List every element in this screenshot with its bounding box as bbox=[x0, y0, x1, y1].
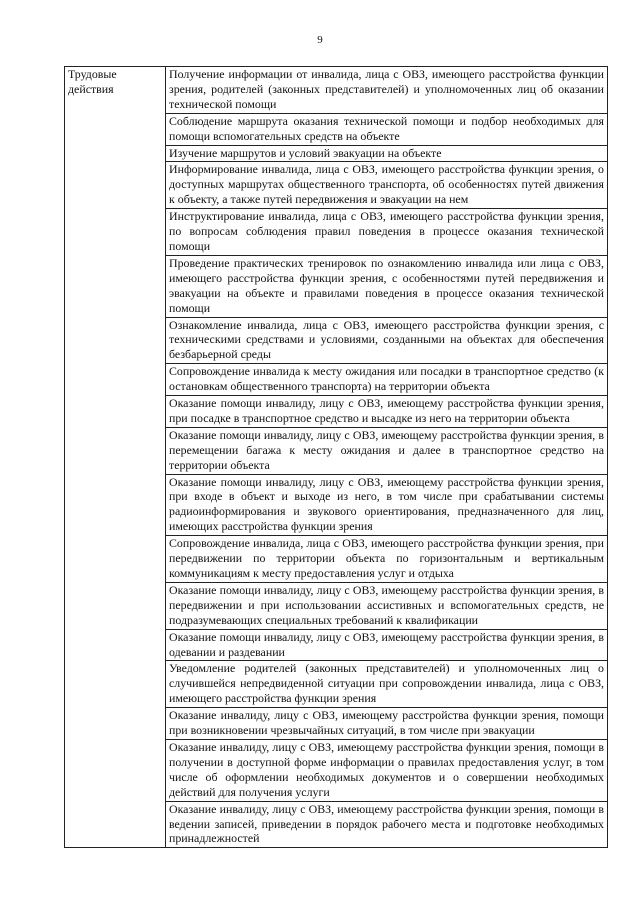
table-body bbox=[65, 67, 608, 848]
labor-action-item: Информирование инвалида, лица с ОВЗ, имеющего расстройства функции зрения, о доступных маршрутах общественного транспорта, об особенностях путей движения к объекту, а также путей передвижения и эвакуации на нем bbox=[166, 162, 608, 209]
labor-action-item: Оказание инвалиду, лицу с ОВЗ, имеющему расстройства функции зрения, помощи при возникновении чрезвычайных ситуаций, в том числе при эвакуации bbox=[166, 708, 608, 740]
section-label-cell: Трудовые действия bbox=[65, 67, 166, 848]
labor-action-item: Ознакомление инвалида, лица с ОВЗ, имеющего расстройства функции зрения, с техническими средствами и условиями, созданными на объектах для обеспечения безбарьерной среды bbox=[166, 317, 608, 364]
labor-action-item: Оказание инвалиду, лицу с ОВЗ, имеющему расстройства функции зрения, помощи в ведении записей, приведении в порядок рабочего места и подготовке необходимых принадлежностей bbox=[166, 801, 608, 848]
labor-action-item: Сопровождение инвалида к месту ожидания или посадки в транспортное средство (к остановкам общественного транспорта) на территории объекта bbox=[166, 364, 608, 396]
labor-action-item: Изучение маршрутов и условий эвакуации на объекте bbox=[166, 145, 608, 162]
labor-action-item: Уведомление родителей (законных представителей) и уполномоченных лиц о случившейся непредвиденной ситуации при сопровождении инвалида, лица с ОВЗ, имеющего расстройства функции зрения bbox=[166, 661, 608, 708]
labor-action-item: Оказание помощи инвалиду, лицу с ОВЗ, имеющему расстройства функции зрения, в перемещении багажа к месту ожидания и далее в транспортное средство на территории объекта bbox=[166, 427, 608, 474]
labor-action-item: Оказание помощи инвалиду, лицу с ОВЗ, имеющему расстройства функции зрения, при входе в объект и выходе из него, в том числе при срабатывании системы радиоинформирования и звукового ориентирования, предназначенного для лиц, имеющих расстройства функции зрения bbox=[166, 474, 608, 536]
labor-action-item: Сопровождение инвалида, лица с ОВЗ, имеющего расстройства функции зрения, при передвижении по территории объекта по горизонтальным и вертикальным коммуникациям к месту предоставления услуг и отдыха bbox=[166, 536, 608, 583]
labor-action-item: Оказание инвалиду, лицу с ОВЗ, имеющему расстройства функции зрения, помощи в получении в доступной форме информации о правилах предоставления услуг, в том числе об оформлении необходимых документов и о совершении необходимых действий для получения услуги bbox=[166, 739, 608, 801]
table-row bbox=[65, 67, 608, 114]
labor-action-item: Оказание помощи инвалиду, лицу с ОВЗ, имеющему расстройства функции зрения, в передвижении и при использовании ассистивных и вспомогательных средств, не подразумевающих специальных требований к квалификации bbox=[166, 582, 608, 629]
labor-action-item: Получение информации от инвалида, лица с ОВЗ, имеющего расстройства функции зрения, родителей (законных представителей) и уполномоченных лиц об оказании технической помощи bbox=[166, 67, 608, 114]
labor-action-item: Проведение практических тренировок по ознакомлению инвалида или лица с ОВЗ, имеющего расстройства функции зрения, с особенностями путей передвижения и эвакуации на объекте и правилами поведения в процессе оказания технической помощи bbox=[166, 255, 608, 317]
labor-action-item: Оказание помощи инвалиду, лицу с ОВЗ, имеющему расстройства функции зрения, в одевании и раздевании bbox=[166, 629, 608, 661]
labor-action-item: Соблюдение маршрута оказания технической помощи и подбор необходимых для помощи вспомогательных средств на объекте bbox=[166, 113, 608, 145]
labor-action-item: Инструктирование инвалида, лица с ОВЗ, имеющего расстройства функции зрения, по вопросам соблюдения правил поведения в процессе оказания технической помощи bbox=[166, 209, 608, 256]
page-number: 9 bbox=[317, 34, 323, 46]
labor-action-item: Оказание помощи инвалиду, лицу с ОВЗ, имеющему расстройства функции зрения, при посадке в транспортное средство и высадке из него на территории объекта bbox=[166, 396, 608, 428]
labor-actions-table bbox=[64, 66, 608, 848]
